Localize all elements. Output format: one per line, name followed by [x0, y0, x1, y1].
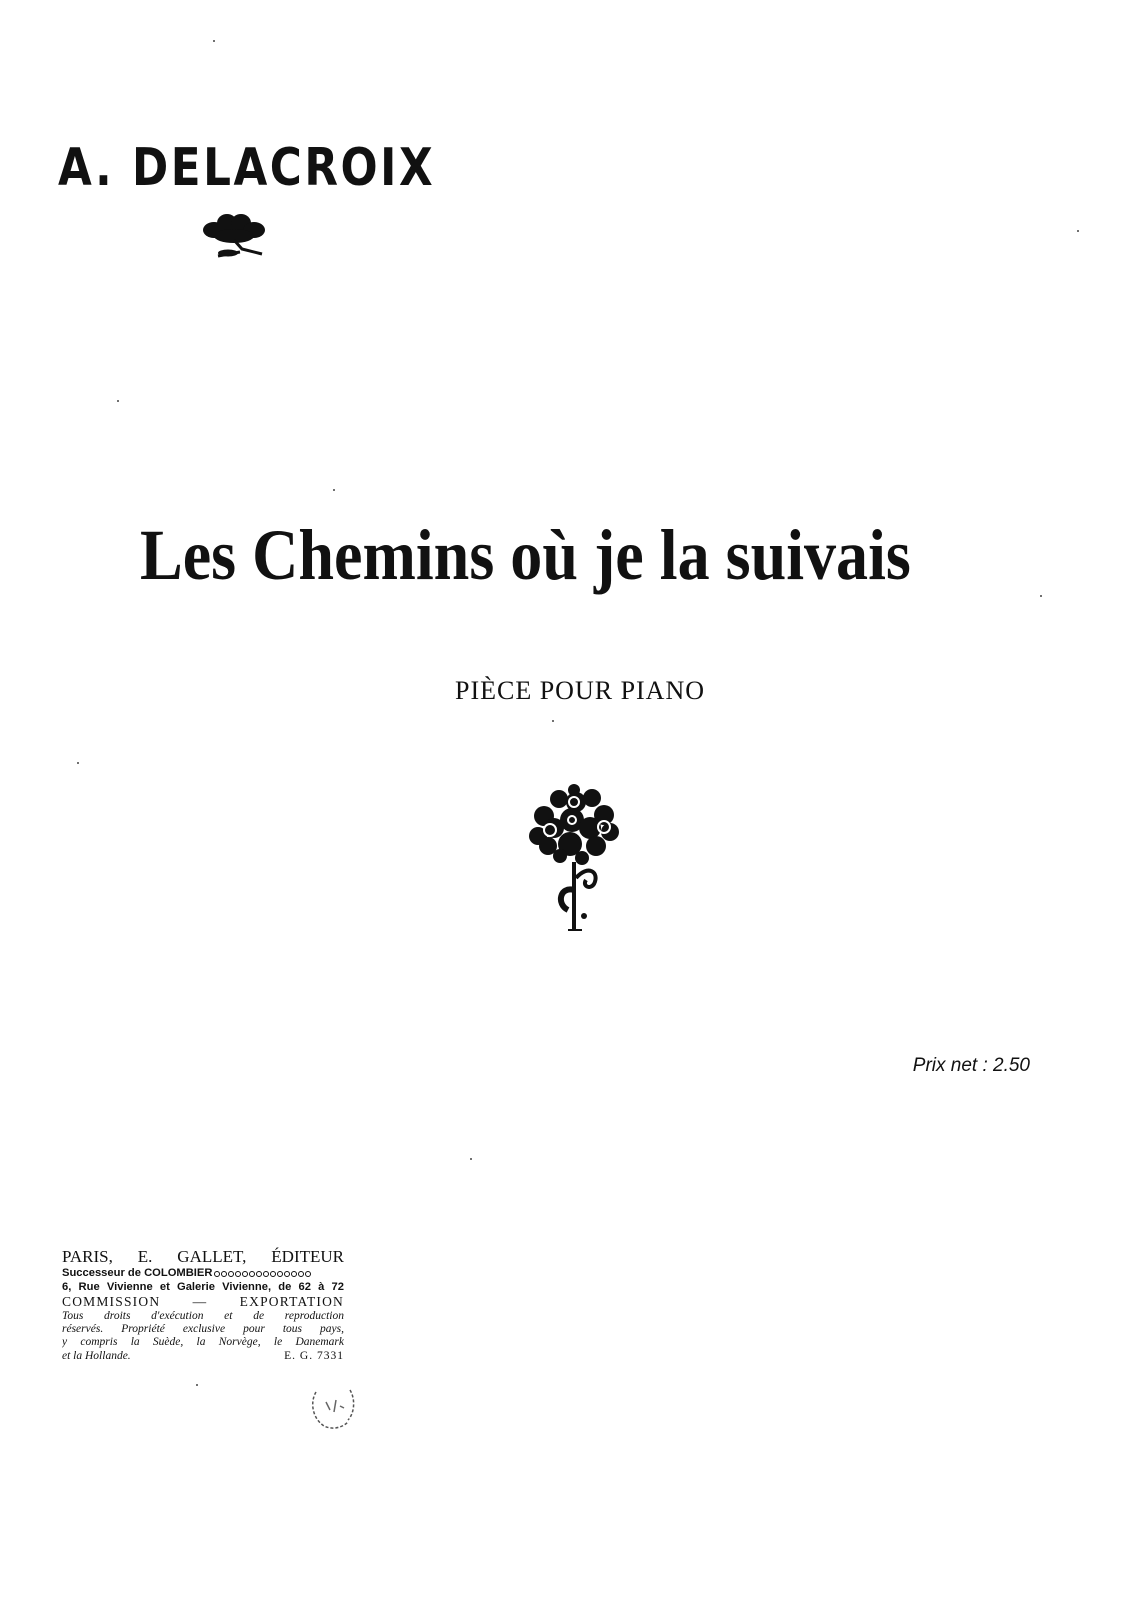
- rights-line-1: Tous droits d'exécution et de reproduction: [62, 1310, 344, 1322]
- ring-ornament: [277, 1271, 283, 1277]
- ring-ornament: [242, 1271, 248, 1277]
- paper-speck: [213, 40, 215, 42]
- ring-ornament: [256, 1271, 262, 1277]
- ring-ornament: [263, 1271, 269, 1277]
- rights-line-4: [62, 1350, 344, 1363]
- rights-text-4: et la Hollande.: [62, 1349, 131, 1362]
- library-stamp-icon: [308, 1386, 358, 1430]
- ring-ornament: [221, 1271, 227, 1277]
- paper-speck: [470, 1158, 472, 1160]
- ring-border-ornament: [214, 1271, 312, 1277]
- ring-ornament: [305, 1271, 311, 1277]
- ring-ornament: [249, 1271, 255, 1277]
- ring-ornament: [270, 1271, 276, 1277]
- paper-speck: [77, 762, 79, 764]
- commission-line: COMMISSION — EXPORTATION: [62, 1294, 344, 1309]
- paper-speck: [552, 720, 554, 722]
- ring-ornament: [291, 1271, 297, 1277]
- ring-ornament: [228, 1271, 234, 1277]
- publisher-line: PARIS, E. GALLET, ÉDITEUR: [62, 1247, 344, 1266]
- ring-ornament: [214, 1271, 220, 1277]
- piece-title: Les Chemins où je la suivais: [140, 515, 911, 595]
- ring-ornament: [298, 1271, 304, 1277]
- paper-speck: [1077, 230, 1079, 232]
- piece-subtitle: PIÈCE POUR PIANO: [454, 676, 706, 705]
- rights-line-3: y compris la Suède, la Norvège, le Danemark: [62, 1336, 344, 1349]
- address-line: 6, Rue Vivienne et Galerie Vivienne, de 62 à 72: [62, 1280, 344, 1293]
- rights-line-2: réservés. Propriété exclusive pour tous pays,: [62, 1323, 344, 1336]
- rose-bouquet-icon: [524, 782, 624, 934]
- price-label: Prix net : 2.50: [912, 1055, 1030, 1076]
- paper-speck: [1040, 595, 1042, 597]
- successor-line: [62, 1267, 344, 1281]
- plate-number: E. G. 7331: [284, 1349, 344, 1362]
- paper-speck: [196, 1384, 198, 1386]
- paper-speck: [333, 489, 335, 491]
- publisher-imprint: [62, 1247, 344, 1363]
- flower-sprig-icon: [200, 212, 270, 262]
- paper-speck: [117, 400, 119, 402]
- successor-text: Successeur de COLOMBIER: [62, 1267, 213, 1279]
- composer-name: A. DELACROIX: [58, 138, 436, 198]
- ring-ornament: [284, 1271, 290, 1277]
- ring-ornament: [235, 1271, 241, 1277]
